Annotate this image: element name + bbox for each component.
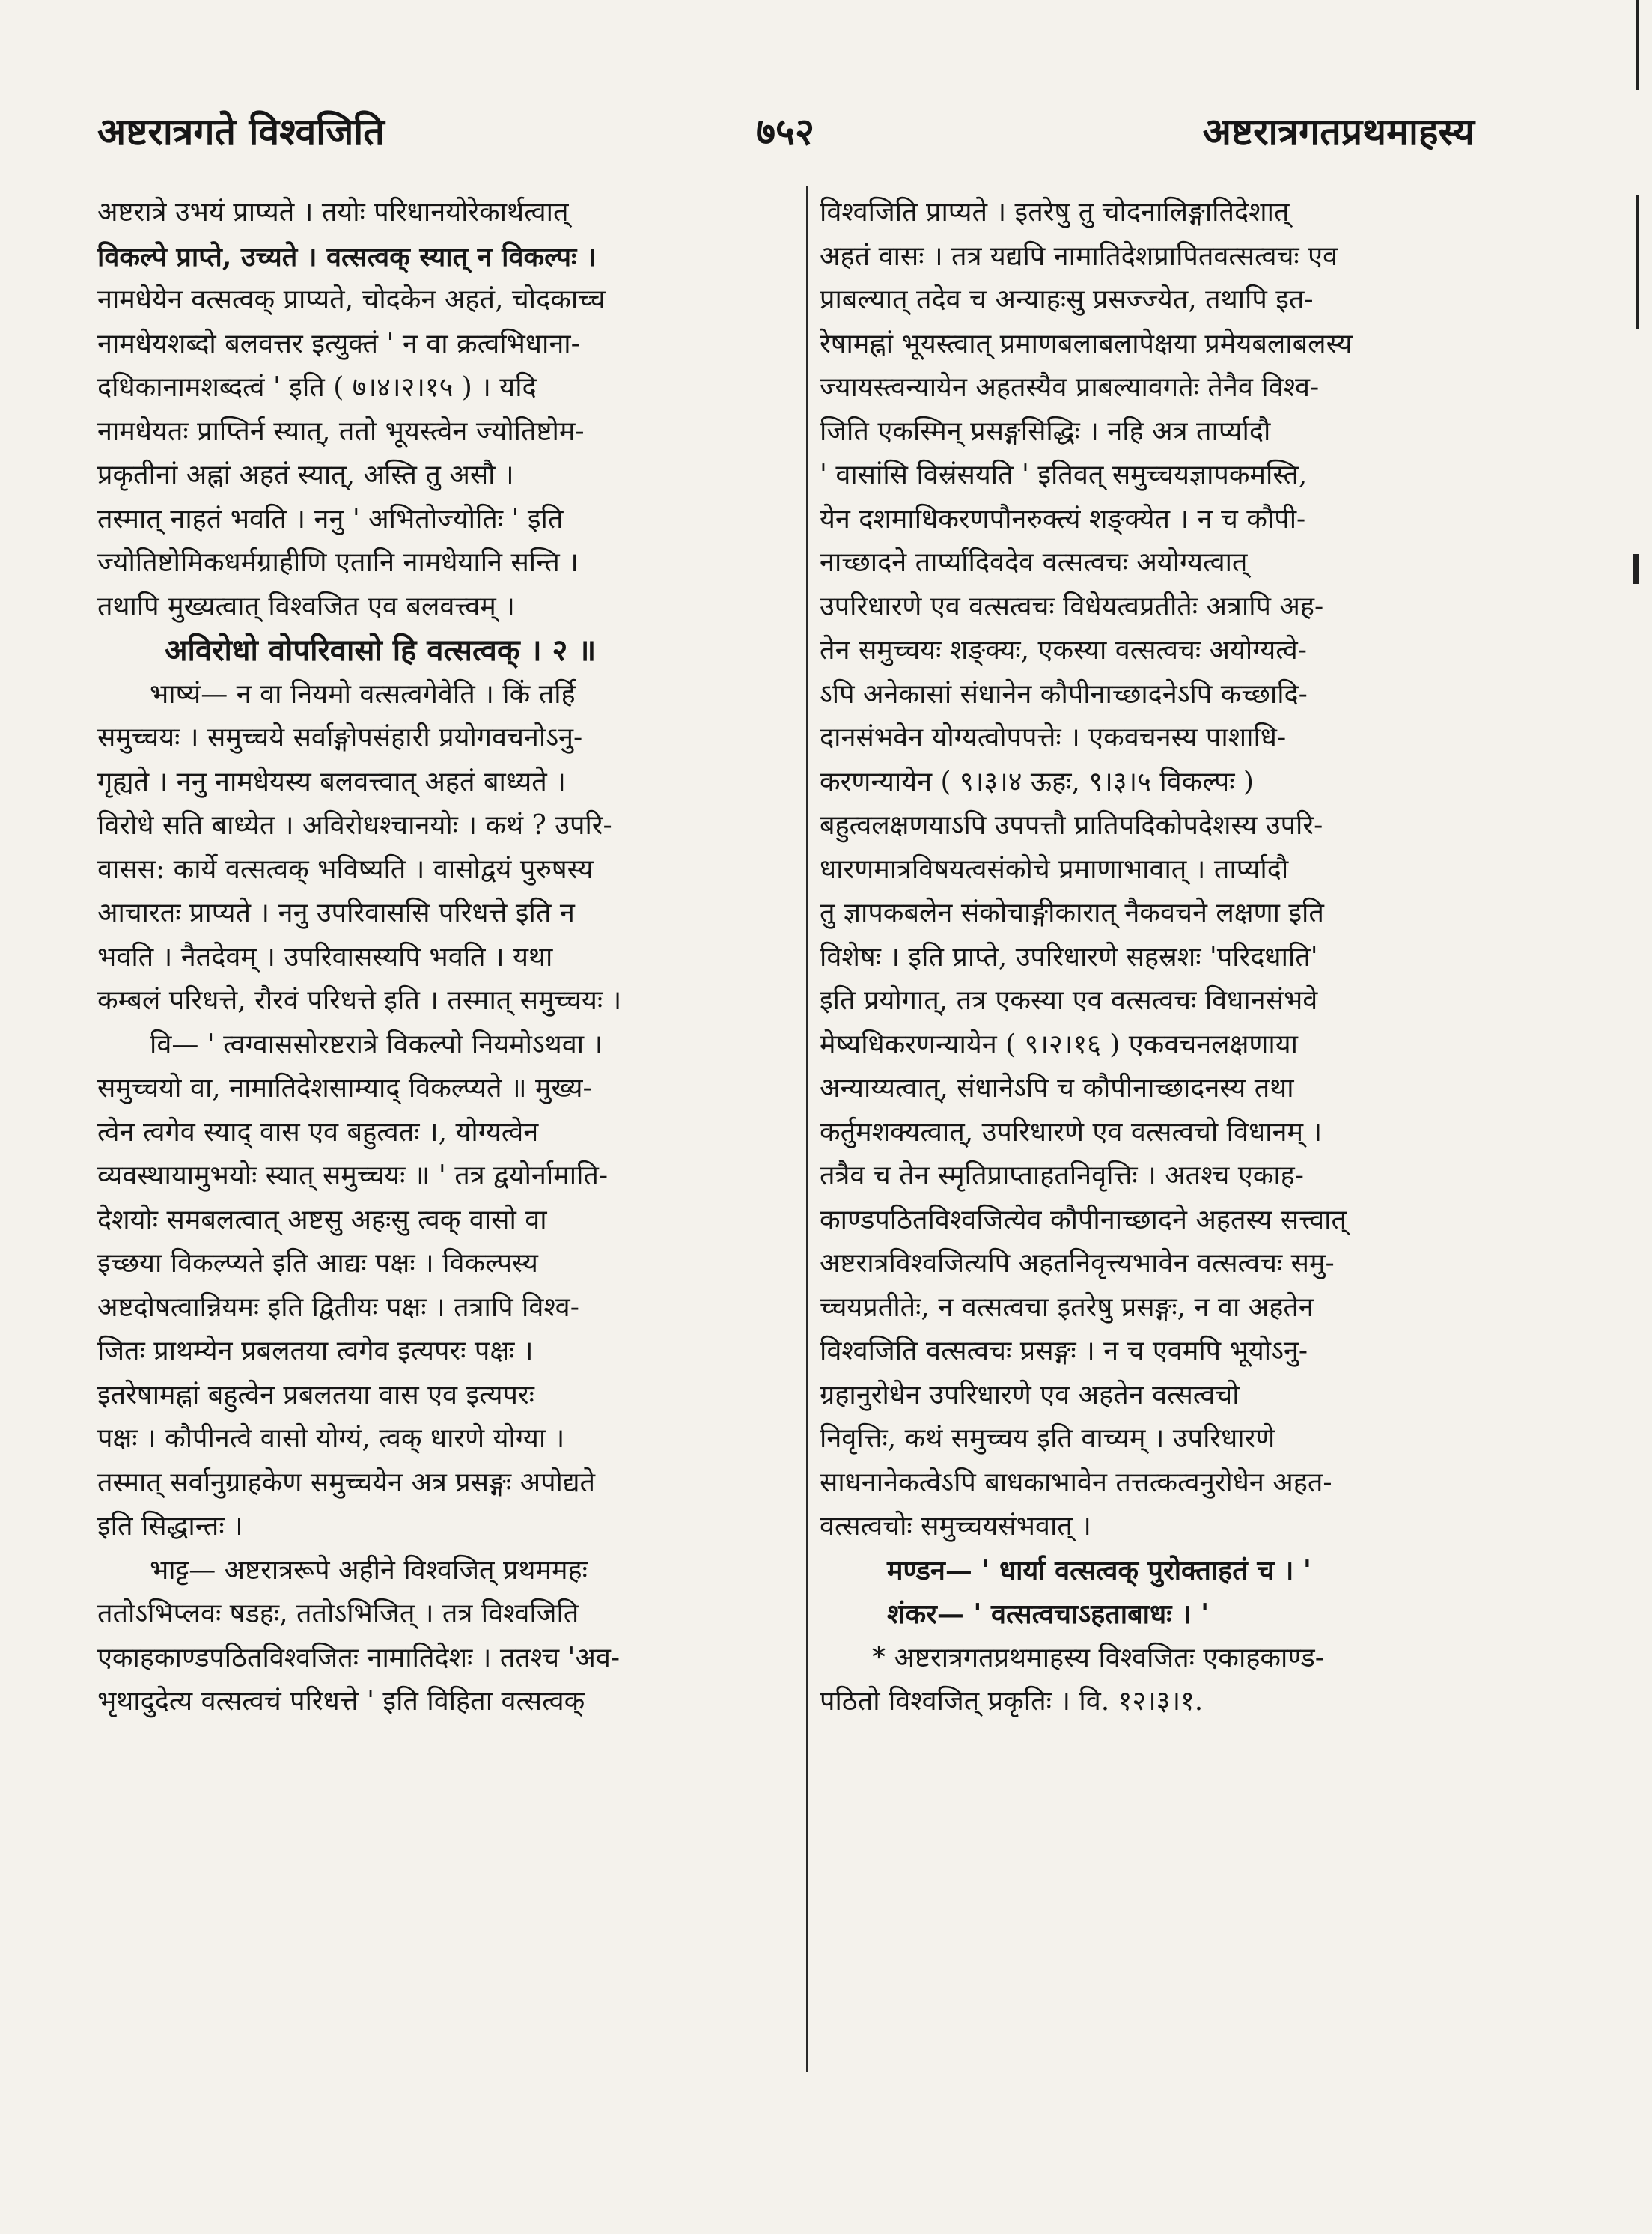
text-line: काण्डपठितविश्वजित्येव कौपीनाच्छादने अहतस्य सत्त्वात् [820, 1204, 1347, 1235]
scan-edge-marks [1607, 0, 1652, 2234]
text-line: ततोऽभिप्लवः षडहः, ततोऽभिजित् । तत्र विश्वजिति [97, 1598, 579, 1629]
text-line: उपरिधारणे एव वत्सत्वचः विधेयत्वप्रतीतेः अत्रापि अह- [820, 591, 1324, 622]
text-line: तस्मात् सर्वानुग्राहकेण समुच्चयेन अत्र प्रसङ्गः अपोद्यते [97, 1467, 596, 1498]
text-line: इति प्रयोगात्, तत्र एकस्या एव वत्सत्वचः विधानसंभवे [820, 985, 1318, 1016]
text-line: वासस: कार्ये वत्सत्वक् भविष्यति । वासोद्वयं पुरुषस्य [97, 853, 594, 885]
text-line: येन दशमाधिकरणपौनरुक्त्यं शङ्क्येत । न च कौपी- [820, 503, 1306, 535]
text-line: करणन्यायेन ( ९।३।४ ऊहः, ९।३।५ विकल्पः ) [820, 766, 1254, 797]
text-line: त्वेन त्वगेव स्याद् वास एव बहुत्वतः ।, योग्यत्वेन [97, 1116, 539, 1148]
text-line: अष्टरात्रविश्वजित्यपि अहतनिवृत्त्यभावेन वत्सत्वचः समु- [820, 1248, 1335, 1279]
text-line: वत्सत्वचोः समुच्चयसंभवात् । [820, 1511, 1091, 1541]
text-line: नामधेयेन वत्सत्वक् प्राप्यते, चोदकेन अहतं, चोदकाच्च [97, 284, 606, 315]
mandana-verse: मण्डन— ' धार्या वत्सत्वक् पुरोक्ताहतं च । ' [887, 1554, 1311, 1586]
text-line: भृथादुदेत्य वत्सत्वचं परिधत्ते ' इति विहिता वत्सत्वक् [97, 1686, 585, 1717]
text-line: तस्मात् नाहतं भवति । ननु ' अभितोज्योतिः ' इति [97, 503, 564, 535]
text-line: प्राबल्यात् तदेव च अन्याहःसु प्रसज्ज्येत, तथापि इत- [820, 284, 1314, 315]
text-line: जिति एकस्मिन् प्रसङ्गसिद्धिः । नहि अत्र तार्प्यादौ [820, 416, 1271, 447]
column-divider [806, 186, 808, 2072]
text-line: तथापि मुख्यत्वात् विश्वजित एव बलवत्त्वम् । [97, 591, 515, 622]
text-line: बहुत्वलक्षणयाऽपि उपपत्तौ प्रातिपदिकोपदेशस्य उपरि- [820, 810, 1323, 841]
right-column [820, 191, 1497, 1724]
vi-heading-line: वि— ' त्वग्वाससोरष्टरात्रे विकल्पो नियमोऽथवा । [150, 1029, 603, 1060]
footnote-line: * अष्टरात्रगतप्रथमाहस्य विश्वजितः एकाहकाण्ड- [872, 1642, 1324, 1673]
text-line: इतरेषामह्नां बहुत्वेन प्रबलतया वास एव इत्यपरः [97, 1379, 534, 1410]
text-line: तु ज्ञापकबलेन संकोचाङ्गीकारात् नैकवचने लक्षणा इति [820, 898, 1324, 928]
text-line: नाच्छादने तार्प्यादिवदेव वत्सत्वचः अयोग्यत्वात् [820, 547, 1248, 578]
text-line: विश्वजिति वत्सत्वचः प्रसङ्गः । न च एवमपि भूयोऽनु- [820, 1336, 1308, 1366]
text-line: समुच्चयो वा, नामातिदेशसाम्याद् विकल्प्यते ॥ मुख्य- [97, 1073, 592, 1104]
text-line: धारणमात्रविषयत्वसंकोचे प्रमाणाभावात् । तार्प्यादौ [820, 853, 1289, 885]
scan-edge-mark [1636, 0, 1639, 90]
header-left-title: अष्टरात्रगते विश्वजिति [97, 109, 385, 153]
text-line: विरोधे सति बाध्येत । अविरोधश्चानयोः । कथं ? उपरि- [97, 810, 612, 841]
shankara-verse: शंकर— ' वत्सत्वचाऽहताबाधः । ' [887, 1598, 1210, 1630]
text-line: च्चयप्रतीतेः, न वत्सत्वचा इतरेषु प्रसङ्गः, न वा अहतेन [820, 1291, 1314, 1323]
text-line: कम्बलं परिधत्ते, रौरवं परिधत्ते इति । तस्मात् समुच्चयः । [97, 985, 622, 1016]
text-line: देशयोः समबलत्वात् अष्टसु अहःसु त्वक् वासो वा [97, 1204, 547, 1235]
text-line: पक्षः । कौपीनत्वे वासो योग्यं, त्वक् धारणे योग्या । [97, 1423, 565, 1454]
bhashya-heading-line: भाष्यं— न वा नियमो वत्सत्वगेवेति । किं तर्हि [150, 678, 576, 710]
text-line: भवति । नैतदेवम् । उपरिवासस्यपि भवति । यथा [97, 941, 553, 973]
text-line: आचारतः प्राप्यते । ननु उपरिवाससि परिधत्ते इति न [97, 898, 575, 928]
text-line: तत्रैव च तेन स्मृतिप्राप्ताहतनिवृत्तिः । अतश्च एकाह- [820, 1160, 1304, 1191]
text-line: अहतं वासः । तत्र यद्यपि नामातिदेशप्रापितवत्सत्वचः एव [820, 240, 1338, 272]
text-line: ज्यायस्त्वन्यायेन अहतस्यैव प्राबल्यावगतेः तेनैव विश्व- [820, 372, 1320, 403]
left-column [97, 191, 797, 1724]
text-line: जितः प्राथम्येन प्रबलतया त्वगेव इत्यपरः पक्षः । [97, 1336, 534, 1366]
text-line: कर्तुमशक्यत्वात्, उपरिधारणे एव वत्सत्वचो विधानम् । [820, 1116, 1323, 1148]
sutra-heading: अविरोधो वोपरिवासो हि वत्सत्वक् । २ ॥ [165, 633, 597, 668]
running-header [97, 105, 1475, 165]
text-line: दधिकानामशब्दत्वं ' इति ( ७।४।२।१५ ) । यदि [97, 372, 537, 403]
scan-edge-mark [1633, 554, 1639, 584]
text-line: गृह्यते । ननु नामधेयस्य बलवत्त्वात् अहतं बाध्यते । [97, 766, 566, 797]
bhatta-heading-line: भाट्ट— अष्टरात्ररूपे अहीने विश्वजित् प्रथममहः [150, 1554, 588, 1586]
text-line: ज्योतिष्टोमिकधर्मग्राहीणि एतानि नामधेयानि सन्ति । [97, 547, 579, 578]
text-line: दानसंभवेन योग्यत्वोपपत्तेः । एकवचनस्य पाशाधि- [820, 722, 1287, 753]
text-line: अष्टरात्रे उभयं प्राप्यते । तयोः परिधानयोरेकार्थत्वात् [97, 197, 569, 228]
text-line: व्यवस्थायामुभयोः स्यात् समुच्चयः ॥ ' तत्र द्वयोर्नामाति- [97, 1160, 609, 1191]
text-line: ऽपि अनेकासां संधानेन कौपीनाच्छादनेऽपि कच्छादि- [820, 678, 1308, 710]
text-line: इति सिद्धान्तः । [97, 1511, 243, 1541]
text-line: ' वासांसि विस्रंसयति ' इतिवत् समुच्चयज्ञापकमस्ति, [820, 460, 1308, 490]
footnote-line: पठितो विश्वजित् प्रकृतिः । वि. १२।३।१. [820, 1686, 1204, 1717]
page-number: ७५२ [756, 109, 814, 153]
text-line: विश्वजिति प्राप्यते । इतरेषु तु चोदनालिङ्गातिदेशात् [820, 197, 1290, 228]
text-line: निवृत्तिः, कथं समुच्चय इति वाच्यम् । उपरिधारणे [820, 1423, 1275, 1454]
text-line: विकल्पे प्राप्ते, उच्यते । वत्सत्वक् स्यात् न विकल्पः । [97, 240, 597, 273]
text-line: इच्छया विकल्प्यते इति आद्यः पक्षः । विकल्पस्य [97, 1248, 538, 1279]
text-line: नामधेयतः प्राप्तिर्न स्यात्, ततो भूयस्त्वेन ज्योतिष्टोम- [97, 416, 585, 447]
text-line: ग्रहानुरोधेन उपरिधारणे एव अहतेन वत्सत्वचो [820, 1379, 1240, 1410]
text-line: समुच्चयः । समुच्चये सर्वाङ्गोपसंहारी प्रयोगवचनोऽनु- [97, 722, 583, 753]
text-line: मेष्यधिकरणन्यायेन ( ९।२।१६ ) एकवचनलक्षणाया [820, 1029, 1298, 1060]
text-line: अन्याय्यत्वात्, संधानेऽपि च कौपीनाच्छादनस्य तथा [820, 1073, 1294, 1104]
text-line: प्रकृतीनां अह्नां अहतं स्यात्, अस्ति तु असौ । [97, 460, 514, 490]
text-line: अष्टदोषत्वान्नियमः इति द्वितीयः पक्षः । तत्रापि विश्व- [97, 1291, 579, 1323]
header-right-title: अष्टरात्रगतप्रथमाहस्य [1202, 109, 1475, 153]
text-line: विशेषः । इति प्राप्ते, उपरिधारणे सहस्रशः 'परिदधाति' [820, 941, 1318, 973]
text-line: नामधेयशब्दो बलवत्तर इत्युक्तं ' न वा क्रत्वभिधाना- [97, 328, 580, 359]
text-line: रेषामह्नां भूयस्त्वात् प्रमाणबलाबलापेक्षया प्रमेयबलाबलस्य [820, 328, 1353, 359]
text-line: साधनानेकत्वेऽपि बाधकाभावेन तत्तत्कत्वनुरोधेन अहत- [820, 1467, 1332, 1498]
scan-edge-mark [1636, 195, 1639, 329]
text-line: तेन समुच्चयः शङ्क्यः, एकस्या वत्सत्वचः अयोग्यत्वे- [820, 635, 1307, 666]
text-line: एकाहकाण्डपठितविश्वजितः नामातिदेशः । ततश्च 'अव- [97, 1642, 621, 1673]
